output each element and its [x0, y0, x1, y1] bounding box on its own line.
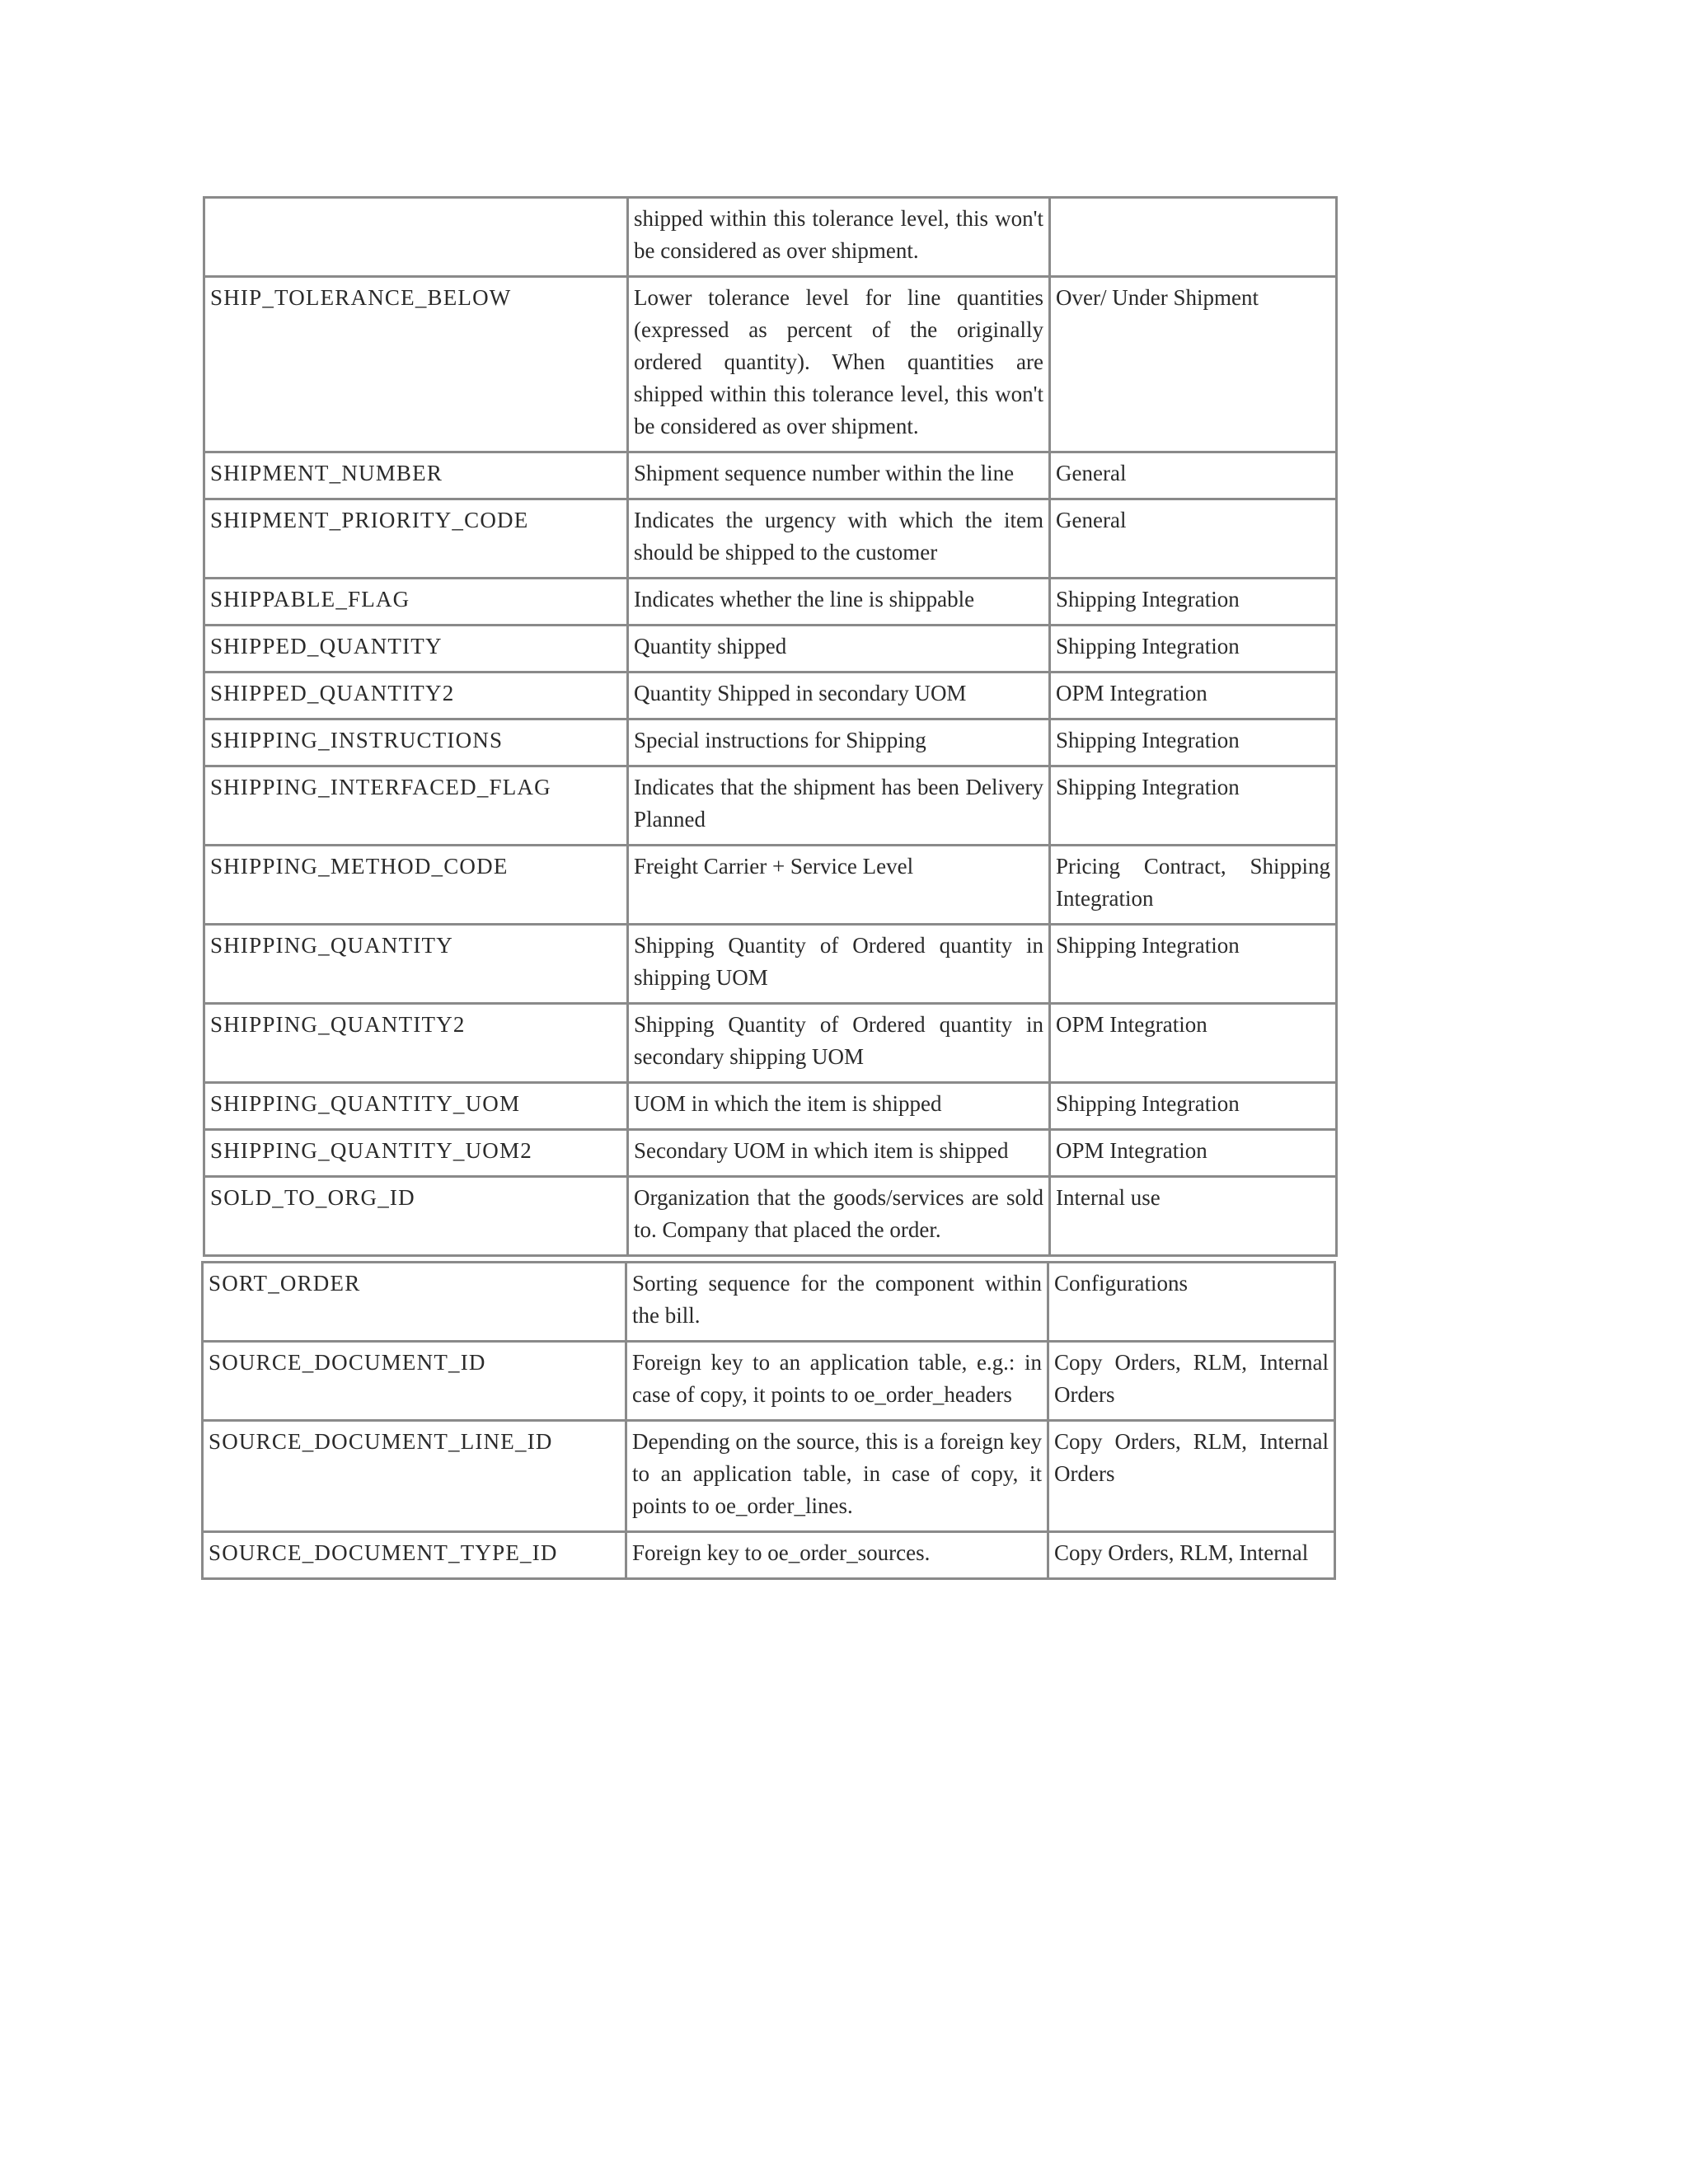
- description-cell: UOM in which the item is shipped: [628, 1083, 1050, 1130]
- column-name-cell: SHIP_TOLERANCE_BELOW: [204, 277, 628, 452]
- description-cell: Foreign key to oe_order_sources.: [626, 1532, 1048, 1579]
- column-name-cell: SHIPPING_METHOD_CODE: [204, 846, 628, 925]
- table-row: [204, 452, 1337, 499]
- category-cell: Copy Orders, RLM, Internal: [1048, 1532, 1335, 1579]
- table-row: [204, 277, 1337, 452]
- description-cell: Special instructions for Shipping: [628, 719, 1050, 766]
- description-cell: Depending on the source, this is a foreign key to an application table, in case of copy, it points to oe_order_lines.: [626, 1421, 1048, 1532]
- column-name-cell: SHIPPABLE_FLAG: [204, 579, 628, 626]
- column-name-cell: SHIPPING_INSTRUCTIONS: [204, 719, 628, 766]
- table-body: [203, 1263, 1335, 1579]
- table-row: [204, 766, 1337, 846]
- table-row: [203, 1342, 1335, 1421]
- column-name-cell: SOURCE_DOCUMENT_TYPE_ID: [203, 1532, 626, 1579]
- table-row: [204, 626, 1337, 673]
- column-name-cell: SHIPMENT_NUMBER: [204, 452, 628, 499]
- category-cell: Pricing Contract, Shipping Integration: [1050, 846, 1337, 925]
- column-name-cell: SHIPPING_QUANTITY2: [204, 1004, 628, 1083]
- column-name-cell: SHIPPING_QUANTITY_UOM2: [204, 1130, 628, 1177]
- category-cell: Shipping Integration: [1050, 1083, 1337, 1130]
- table-body: [204, 198, 1337, 1256]
- category-cell: Configurations: [1048, 1263, 1335, 1342]
- description-cell: Sorting sequence for the component within the bill.: [626, 1263, 1048, 1342]
- category-cell: General: [1050, 499, 1337, 579]
- category-cell: Over/ Under Shipment: [1050, 277, 1337, 452]
- category-cell: OPM Integration: [1050, 1004, 1337, 1083]
- description-cell: Foreign key to an application table, e.g.: in case of copy, it points to oe_order_headers: [626, 1342, 1048, 1421]
- category-cell: Copy Orders, RLM, Internal Orders: [1048, 1421, 1335, 1532]
- category-cell: [1050, 198, 1337, 277]
- table-row: [204, 1004, 1337, 1083]
- category-cell: OPM Integration: [1050, 1130, 1337, 1177]
- table-row: [204, 673, 1337, 719]
- category-cell: Shipping Integration: [1050, 626, 1337, 673]
- description-cell: Freight Carrier + Service Level: [628, 846, 1050, 925]
- description-cell: Shipping Quantity of Ordered quantity in secondary shipping UOM: [628, 1004, 1050, 1083]
- description-cell: Secondary UOM in which item is shipped: [628, 1130, 1050, 1177]
- column-reference-table-top: [203, 196, 1338, 1257]
- column-name-cell: SOLD_TO_ORG_ID: [204, 1177, 628, 1256]
- column-name-cell: SHIPPING_INTERFACED_FLAG: [204, 766, 628, 846]
- category-cell: Shipping Integration: [1050, 766, 1337, 846]
- category-cell: Shipping Integration: [1050, 579, 1337, 626]
- table-row: [204, 198, 1337, 277]
- description-cell: Indicates whether the line is shippable: [628, 579, 1050, 626]
- table-row: [204, 925, 1337, 1004]
- description-cell: Quantity shipped: [628, 626, 1050, 673]
- category-cell: Copy Orders, RLM, Internal Orders: [1048, 1342, 1335, 1421]
- description-cell: Quantity Shipped in secondary UOM: [628, 673, 1050, 719]
- column-name-cell: SHIPPING_QUANTITY: [204, 925, 628, 1004]
- table-row: [203, 1532, 1335, 1579]
- category-cell: OPM Integration: [1050, 673, 1337, 719]
- description-cell: Indicates that the shipment has been Delivery Planned: [628, 766, 1050, 846]
- category-cell: Shipping Integration: [1050, 719, 1337, 766]
- column-name-cell: SOURCE_DOCUMENT_ID: [203, 1342, 626, 1421]
- column-name-cell: SHIPPED_QUANTITY: [204, 626, 628, 673]
- description-cell: Shipment sequence number within the line: [628, 452, 1050, 499]
- column-reference-table-bottom: [201, 1261, 1336, 1580]
- description-cell: Lower tolerance level for line quantities (expressed as percent of the originally ordered quantity). When quantities are shipped within this tolerance level, this won't be considered as over shipment.: [628, 277, 1050, 452]
- column-name-cell: [204, 198, 628, 277]
- description-cell: Organization that the goods/services are sold to. Company that placed the order.: [628, 1177, 1050, 1256]
- description-cell: Indicates the urgency with which the item should be shipped to the customer: [628, 499, 1050, 579]
- description-cell: Shipping Quantity of Ordered quantity in shipping UOM: [628, 925, 1050, 1004]
- table-row: [204, 846, 1337, 925]
- table-row: [203, 1263, 1335, 1342]
- table-row: [203, 1421, 1335, 1532]
- column-name-cell: SHIPPED_QUANTITY2: [204, 673, 628, 719]
- table-row: [204, 1177, 1337, 1256]
- category-cell: General: [1050, 452, 1337, 499]
- description-cell: shipped within this tolerance level, this won't be considered as over shipment.: [628, 198, 1050, 277]
- column-name-cell: SHIPMENT_PRIORITY_CODE: [204, 499, 628, 579]
- table-row: [204, 1130, 1337, 1177]
- column-name-cell: SHIPPING_QUANTITY_UOM: [204, 1083, 628, 1130]
- category-cell: Internal use: [1050, 1177, 1337, 1256]
- table-row: [204, 579, 1337, 626]
- table-row: [204, 719, 1337, 766]
- column-name-cell: SORT_ORDER: [203, 1263, 626, 1342]
- table-row: [204, 499, 1337, 579]
- category-cell: Shipping Integration: [1050, 925, 1337, 1004]
- column-name-cell: SOURCE_DOCUMENT_LINE_ID: [203, 1421, 626, 1532]
- table-row: [204, 1083, 1337, 1130]
